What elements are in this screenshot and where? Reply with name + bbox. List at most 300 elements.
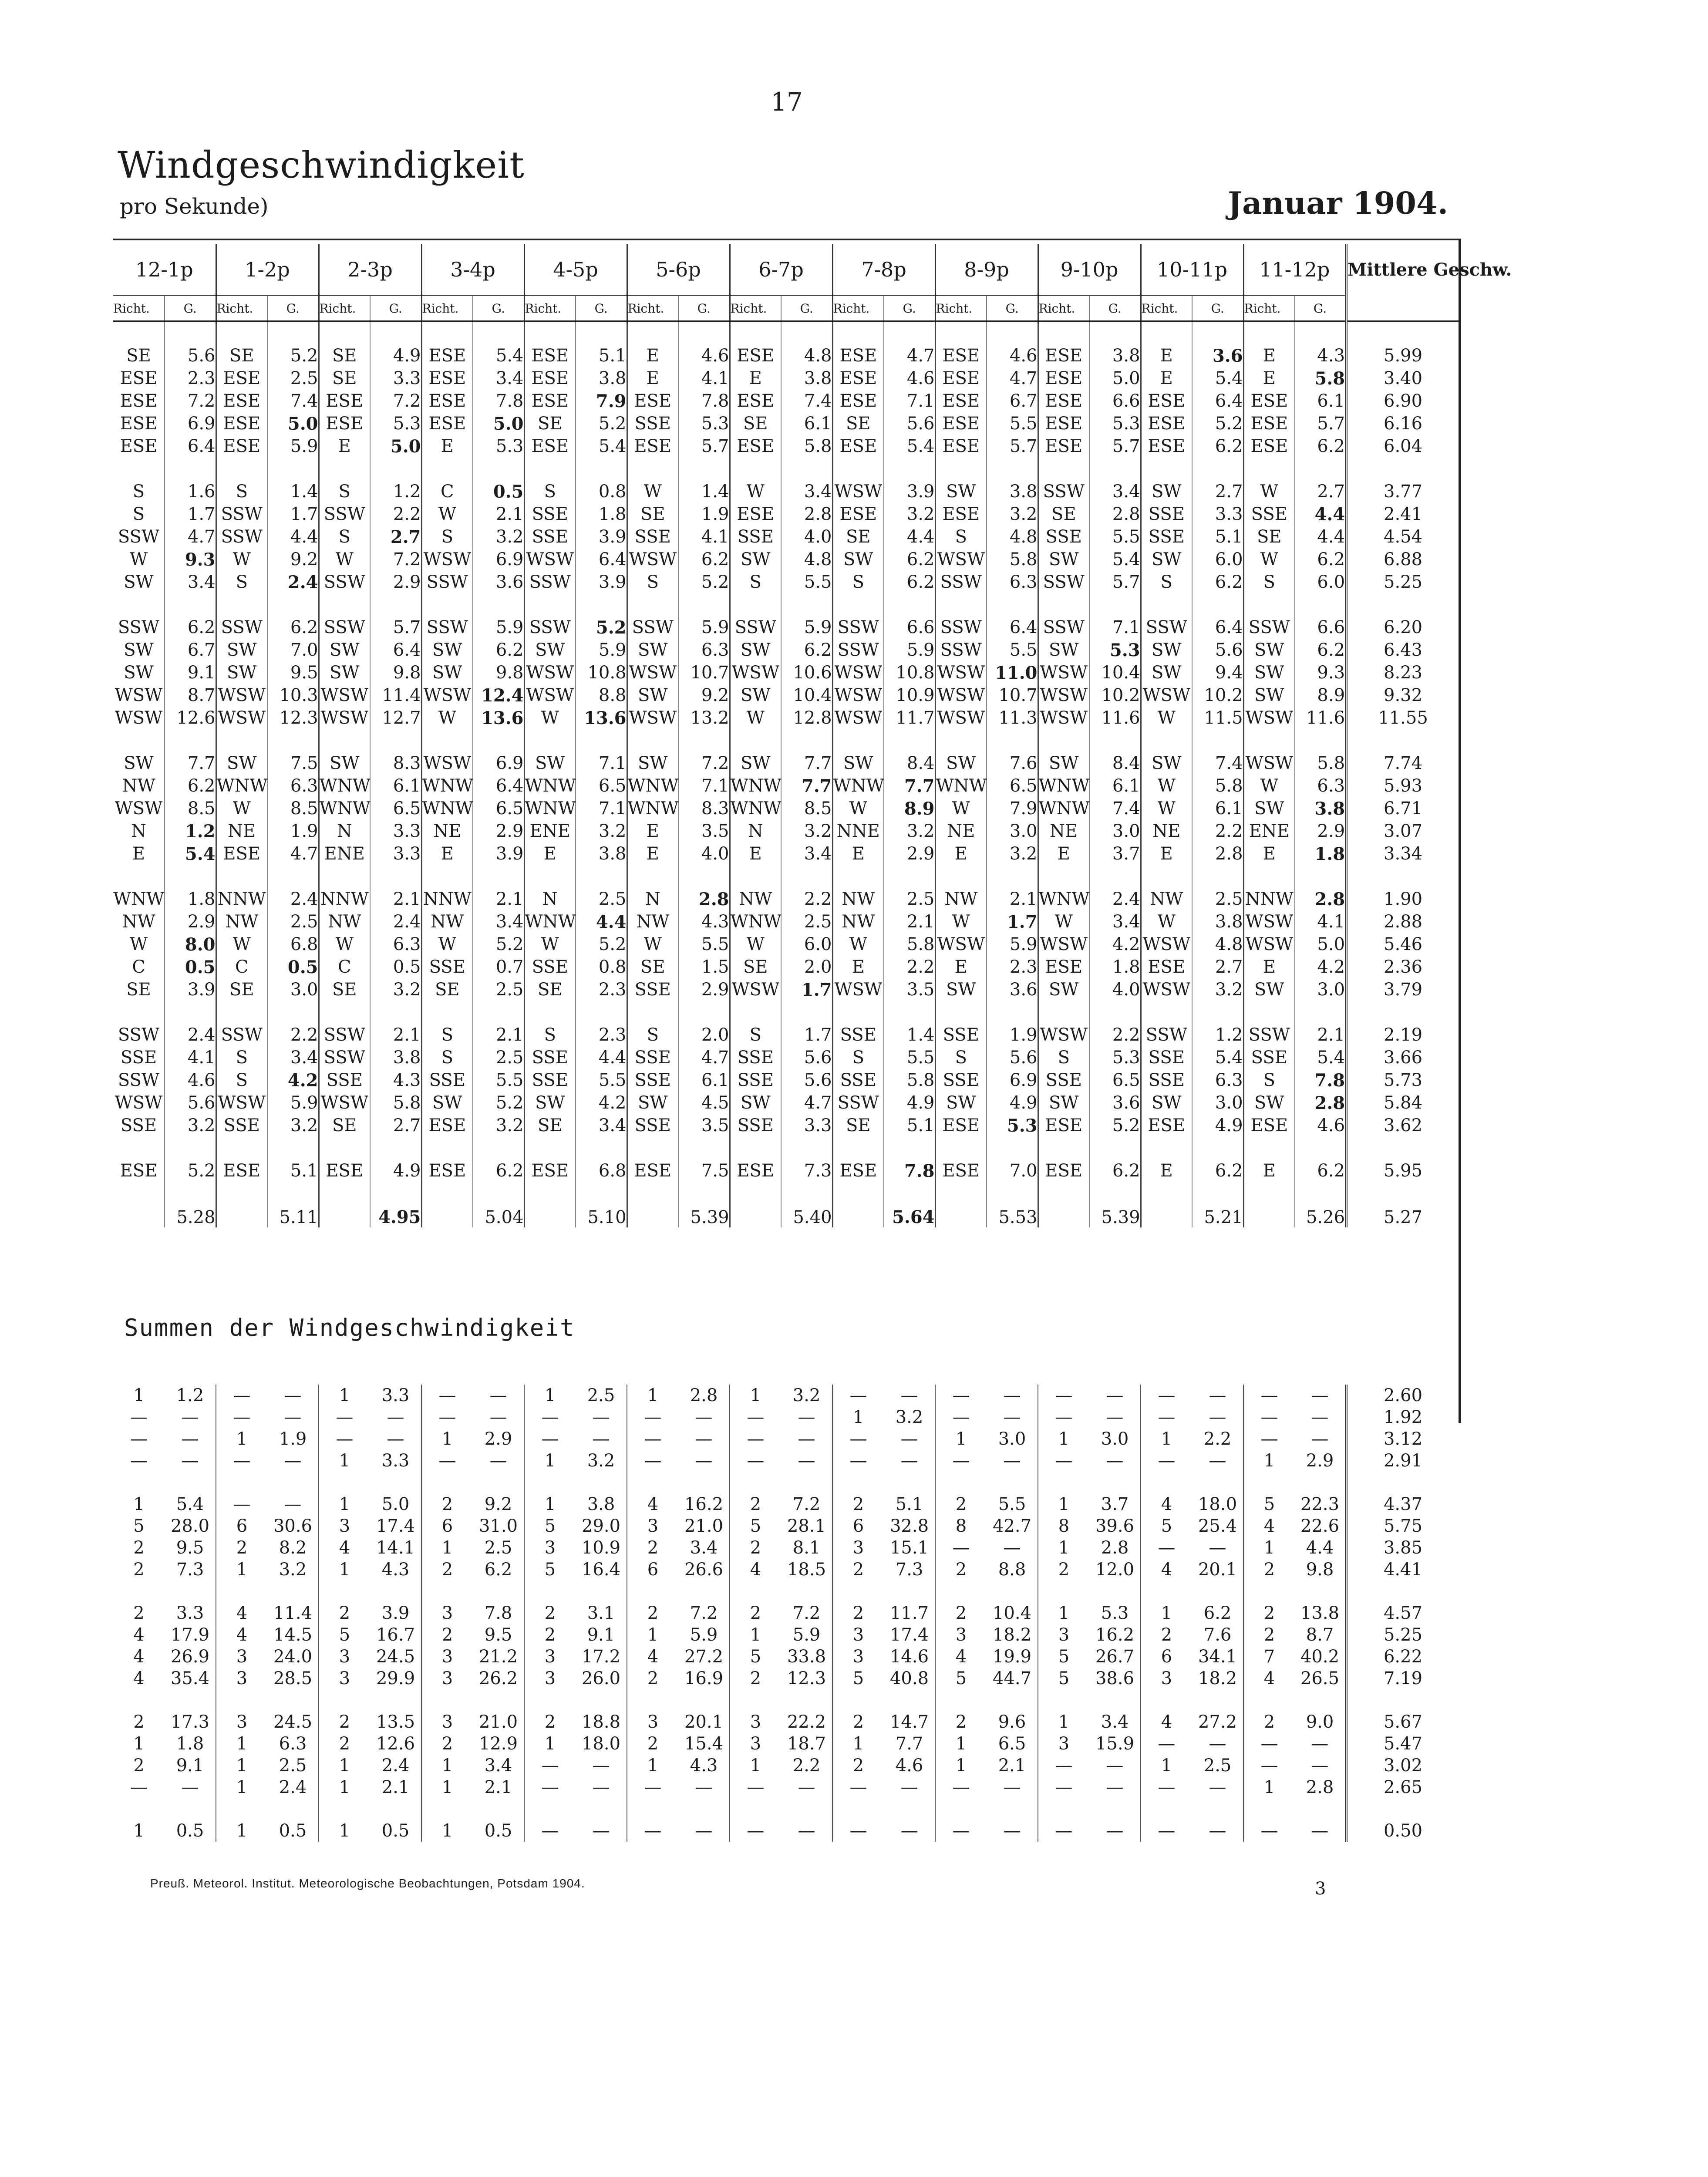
count-cell: 2 <box>730 1493 781 1515</box>
speed-cell: 4.1 <box>1295 910 1346 933</box>
direction-cell: ESE <box>935 435 987 458</box>
hour-header: 7-8p <box>832 244 935 296</box>
speed-cell: 2.5 <box>884 888 935 910</box>
direction-cell: C <box>132 957 145 977</box>
direction-cell: SSW <box>832 639 884 661</box>
direction-cell: ESE <box>935 1114 987 1137</box>
direction-cell: WSW <box>421 548 473 571</box>
direction-cell: W <box>1141 775 1192 797</box>
speed-cell: 3.8 <box>576 842 627 865</box>
count-cell: 5 <box>319 1624 370 1646</box>
spacer-row <box>113 1001 1459 1024</box>
count-cell: 6 <box>627 1559 678 1581</box>
direction-cell: SW <box>730 639 781 661</box>
sums-row <box>113 1428 1459 1450</box>
direction-cell: WNW <box>1038 797 1089 820</box>
spacer-cell <box>730 1205 781 1227</box>
direction-cell: C <box>216 956 267 978</box>
sum-cell: 7.7 <box>895 1734 923 1754</box>
speed-cell: 6.2 <box>884 548 935 571</box>
count-cell: 2 <box>832 1493 884 1515</box>
sum-cell: — <box>181 1451 199 1471</box>
direction-cell: NE <box>1141 820 1192 842</box>
direction-cell: NW <box>935 888 987 910</box>
speed-cell: 6.2 <box>473 639 524 661</box>
count-cell: 1 <box>1141 1428 1192 1450</box>
speed-cell: 7.6 <box>987 752 1038 775</box>
count-cell: 4 <box>1141 1493 1192 1515</box>
sum-cell: 2.8 <box>690 1385 718 1405</box>
direction-cell: SW <box>216 661 267 684</box>
sum-cell: 16.2 <box>1095 1625 1135 1645</box>
direction-cell: WNW <box>627 797 678 820</box>
direction-subheader: Richt. <box>421 296 473 321</box>
direction-cell: SE <box>216 978 267 1001</box>
sum-cell: 33.8 <box>787 1647 826 1667</box>
sum-cell: — <box>489 1385 507 1405</box>
sum-cell: 15.1 <box>889 1538 929 1558</box>
speed-cell: 2.4 <box>370 910 421 933</box>
direction-cell: E <box>627 842 678 865</box>
direction-cell: ESE <box>120 368 158 388</box>
count-cell: 4 <box>133 1668 145 1688</box>
sum-cell: 2.1 <box>381 1777 410 1797</box>
speed-cell: 2.1 <box>473 503 524 526</box>
table-row <box>113 639 1459 661</box>
count-cell: — <box>130 1429 148 1449</box>
sums-mean-cell: 6.22 <box>1346 1646 1459 1668</box>
speed-cell: 4.4 <box>267 526 319 548</box>
direction-cell: SSW <box>1243 616 1295 639</box>
hourly-mean-cell: 5.39 <box>1089 1205 1141 1227</box>
speed-cell: 5.7 <box>1089 435 1141 458</box>
speed-cell: 2.3 <box>165 367 216 390</box>
direction-cell: SW <box>935 1092 987 1114</box>
sum-cell: 5.9 <box>792 1625 821 1645</box>
speed-cell: 5.6 <box>987 1046 1038 1069</box>
sum-cell: 12.6 <box>376 1734 415 1754</box>
direction-cell: SW <box>524 1092 576 1114</box>
speed-cell: 4.2 <box>1089 933 1141 956</box>
direction-cell: WSW <box>216 1092 267 1114</box>
speed-cell: 8.7 <box>165 684 216 707</box>
direction-cell: WNW <box>421 797 473 820</box>
direction-cell: N <box>131 821 146 841</box>
direction-cell: SSE <box>832 1024 884 1046</box>
speed-cell: 4.4 <box>1295 503 1346 526</box>
sum-cell: — <box>1209 1385 1226 1405</box>
direction-cell: W <box>832 797 884 820</box>
sums-mean-cell: 2.60 <box>1346 1385 1459 1406</box>
sum-cell: 12.0 <box>1095 1560 1135 1580</box>
mean-speed-cell: 3.66 <box>1346 1046 1459 1069</box>
direction-cell: WNW <box>216 775 267 797</box>
direction-cell: ESE <box>1243 390 1295 412</box>
direction-cell: W <box>627 480 678 503</box>
direction-cell: ESE <box>1141 412 1192 435</box>
speed-cell: 7.0 <box>987 1159 1038 1182</box>
direction-cell: WNW <box>935 775 987 797</box>
sum-cell: 18.0 <box>581 1734 621 1754</box>
speed-subheader: G. <box>473 296 524 321</box>
sum-cell: 2.1 <box>484 1777 512 1797</box>
sum-cell: 2.2 <box>792 1756 821 1776</box>
table-row <box>113 1046 1459 1069</box>
direction-cell: ESE <box>832 435 884 458</box>
count-cell: — <box>1038 1385 1089 1406</box>
count-cell: 5 <box>1141 1515 1192 1537</box>
count-cell: 1 <box>1243 1776 1295 1798</box>
sum-cell: 2.9 <box>1306 1451 1334 1471</box>
direction-cell: NNW <box>216 888 267 910</box>
count-cell: — <box>524 1755 576 1776</box>
count-cell: 3 <box>524 1668 576 1689</box>
speed-cell: 4.6 <box>884 367 935 390</box>
direction-cell: SW <box>319 661 370 684</box>
count-cell: — <box>1141 1537 1192 1559</box>
count-cell: 2 <box>319 1602 370 1624</box>
sums-row <box>113 1515 1459 1537</box>
sum-cell: 15.4 <box>684 1734 724 1754</box>
speed-cell: 6.2 <box>165 616 216 639</box>
direction-cell: WSW <box>1243 707 1295 729</box>
count-cell: — <box>730 1776 781 1798</box>
direction-cell: WSW <box>935 933 987 956</box>
direction-cell: ESE <box>935 412 987 435</box>
direction-subheader: Richt. <box>1038 296 1089 321</box>
direction-cell: E <box>421 435 473 458</box>
speed-cell: 2.7 <box>1295 480 1346 503</box>
count-cell: 1 <box>216 1428 267 1450</box>
direction-subheader: Richt. <box>1141 296 1192 321</box>
direction-cell: ESE <box>1038 367 1089 390</box>
sum-cell: 3.3 <box>381 1451 410 1471</box>
count-cell: 1 <box>1038 1428 1089 1450</box>
direction-cell: SSW <box>935 571 987 593</box>
count-cell: 8 <box>1038 1515 1089 1537</box>
speed-cell: 11.6 <box>1089 707 1141 729</box>
count-cell: 1 <box>216 1776 267 1798</box>
sums-mean-cell: 4.37 <box>1346 1493 1459 1515</box>
sum-cell: — <box>284 1385 302 1405</box>
direction-cell: SSW <box>935 616 987 639</box>
count-cell: — <box>1141 1820 1192 1842</box>
speed-cell: 1.8 <box>576 503 627 526</box>
sum-cell: 26.5 <box>1300 1668 1340 1688</box>
spacer-cell <box>627 1205 678 1227</box>
speed-cell: 4.9 <box>884 1092 935 1114</box>
count-cell: 1 <box>935 1755 987 1776</box>
table-row <box>113 933 1459 956</box>
sums-row <box>113 1537 1459 1559</box>
speed-cell: 6.7 <box>987 390 1038 412</box>
count-cell: — <box>216 1385 267 1406</box>
direction-cell: SSW <box>118 1025 160 1045</box>
count-cell: 2 <box>319 1733 370 1755</box>
speed-cell: 5.5 <box>987 412 1038 435</box>
speed-cell: 6.3 <box>1192 1069 1243 1092</box>
count-cell: 3 <box>730 1711 781 1733</box>
direction-cell: ESE <box>421 1159 473 1182</box>
speed-cell: 5.3 <box>1089 1046 1141 1069</box>
speed-cell: 8.9 <box>1295 684 1346 707</box>
speed-cell: 4.1 <box>165 1046 216 1069</box>
direction-cell: W <box>1141 910 1192 933</box>
count-cell: — <box>1038 1450 1089 1472</box>
direction-cell: ESE <box>1141 390 1192 412</box>
count-cell: 5 <box>832 1668 884 1689</box>
speed-cell: 3.4 <box>781 480 832 503</box>
direction-cell: SSW <box>1038 480 1089 503</box>
speed-cell: 1.7 <box>165 503 216 526</box>
wind-speed-table <box>113 244 1512 1227</box>
speed-cell: 2.5 <box>576 888 627 910</box>
speed-cell: 2.1 <box>1295 1024 1346 1046</box>
direction-cell: ESE <box>216 435 267 458</box>
count-cell: — <box>730 1820 781 1842</box>
speed-cell: 10.7 <box>987 684 1038 707</box>
spacer-row <box>113 1182 1459 1205</box>
count-cell: 2 <box>935 1493 987 1515</box>
speed-cell: 6.2 <box>267 616 319 639</box>
sum-cell: 18.2 <box>1198 1668 1237 1688</box>
count-cell: 2 <box>421 1733 473 1755</box>
mean-speed-cell: 3.79 <box>1346 978 1459 1001</box>
direction-cell: WSW <box>1243 933 1295 956</box>
sum-cell: 26.7 <box>1095 1647 1135 1667</box>
speed-cell: 5.6 <box>165 344 216 367</box>
sum-cell: 3.2 <box>792 1385 821 1405</box>
speed-cell: 3.2 <box>1192 978 1243 1001</box>
count-cell: 5 <box>730 1646 781 1668</box>
speed-cell: 6.6 <box>884 616 935 639</box>
direction-cell: SSW <box>319 1046 370 1069</box>
sum-cell: — <box>695 1407 713 1427</box>
direction-cell: ESE <box>120 1161 158 1181</box>
speed-subheader: G. <box>267 296 319 321</box>
speed-cell: 4.2 <box>1295 956 1346 978</box>
sum-cell: 21.0 <box>684 1516 724 1536</box>
direction-cell: SSW <box>524 616 576 639</box>
speed-cell: 5.5 <box>987 639 1038 661</box>
direction-cell: SE <box>524 978 576 1001</box>
sum-cell: 1.8 <box>176 1734 204 1754</box>
sum-cell: 28.0 <box>170 1516 210 1536</box>
speed-cell: 10.4 <box>781 684 832 707</box>
speed-cell: 6.9 <box>165 412 216 435</box>
sheet-number: 3 <box>1315 1879 1326 1899</box>
count-cell: — <box>421 1385 473 1406</box>
speed-cell: 7.2 <box>370 548 421 571</box>
speed-cell: 5.2 <box>1089 1114 1141 1137</box>
speed-cell: 3.8 <box>1089 344 1141 367</box>
count-cell: 4 <box>1243 1668 1295 1689</box>
sums-row <box>113 1559 1459 1581</box>
direction-cell: SW <box>627 1092 678 1114</box>
speed-cell: 5.1 <box>576 344 627 367</box>
sum-cell: 2.8 <box>1306 1777 1334 1797</box>
speed-cell: 2.5 <box>473 978 524 1001</box>
direction-cell: WSW <box>832 480 884 503</box>
sum-cell: 26.0 <box>581 1668 621 1688</box>
sum-cell: 9.5 <box>176 1538 204 1558</box>
sum-cell: 3.4 <box>484 1756 512 1776</box>
spacer-row <box>113 729 1459 752</box>
sums-mean-cell: 3.02 <box>1346 1755 1459 1776</box>
speed-cell: 5.9 <box>781 616 832 639</box>
speed-cell: 5.6 <box>165 1092 216 1114</box>
mean-speed-cell: 5.84 <box>1346 1092 1459 1114</box>
direction-cell: SSE <box>627 978 678 1001</box>
speed-cell: 3.5 <box>678 1114 730 1137</box>
speed-cell: 4.4 <box>576 1046 627 1069</box>
direction-cell: WSW <box>1141 978 1192 1001</box>
sums-row <box>113 1733 1459 1755</box>
direction-cell: SW <box>1243 684 1295 707</box>
direction-cell: WSW <box>1038 661 1089 684</box>
direction-cell: NW <box>832 910 884 933</box>
direction-cell: SSW <box>319 616 370 639</box>
sum-cell: 3.1 <box>587 1603 615 1623</box>
speed-cell: 6.3 <box>267 775 319 797</box>
table-row <box>113 344 1459 367</box>
count-cell: 1 <box>935 1733 987 1755</box>
count-cell: 1 <box>319 1755 370 1776</box>
sum-cell: — <box>592 1756 610 1776</box>
speed-cell: 6.0 <box>1192 548 1243 571</box>
speed-cell: 4.1 <box>678 367 730 390</box>
direction-cell: WSW <box>524 684 576 707</box>
speed-cell: 5.2 <box>267 344 319 367</box>
speed-cell: 7.2 <box>370 390 421 412</box>
direction-cell: SW <box>1038 1092 1089 1114</box>
count-cell: 5 <box>1243 1493 1295 1515</box>
sum-cell: 8.8 <box>998 1560 1026 1580</box>
count-cell: 5 <box>935 1668 987 1689</box>
count-cell: — <box>1243 1820 1295 1842</box>
direction-cell: SW <box>1038 752 1089 775</box>
speed-cell: 4.5 <box>678 1092 730 1114</box>
sum-cell: 40.2 <box>1300 1647 1340 1667</box>
speed-cell: 1.2 <box>1192 1024 1243 1046</box>
direction-cell: NW <box>730 888 781 910</box>
table-row <box>113 910 1459 933</box>
speed-cell: 2.9 <box>473 820 524 842</box>
count-cell: — <box>1243 1733 1295 1755</box>
speed-cell: 11.5 <box>1192 707 1243 729</box>
sum-cell: 3.2 <box>895 1407 923 1427</box>
sum-cell: 2.9 <box>484 1429 512 1449</box>
count-cell: 1 <box>216 1755 267 1776</box>
sum-cell: 20.1 <box>684 1712 724 1732</box>
sum-cell: 6.3 <box>279 1734 307 1754</box>
direction-cell: S <box>421 1046 473 1069</box>
count-cell: 2 <box>524 1624 576 1646</box>
direction-cell: SW <box>1141 661 1192 684</box>
count-cell: 2 <box>1243 1711 1295 1733</box>
speed-cell: 5.4 <box>576 435 627 458</box>
count-cell: — <box>935 1776 987 1798</box>
speed-cell: 6.3 <box>370 933 421 956</box>
sum-cell: 24.5 <box>273 1712 313 1732</box>
count-cell: 2 <box>627 1733 678 1755</box>
direction-cell: WSW <box>1243 752 1295 775</box>
speed-cell: 4.6 <box>165 1069 216 1092</box>
direction-cell: ESE <box>935 390 987 412</box>
mean-speed-cell: 6.71 <box>1346 797 1459 820</box>
speed-cell: 5.9 <box>473 616 524 639</box>
hourly-mean-cell: 5.28 <box>165 1205 216 1227</box>
speed-cell: 6.5 <box>370 797 421 820</box>
count-cell: — <box>832 1428 884 1450</box>
direction-cell: SE <box>319 978 370 1001</box>
direction-cell: E <box>1243 1159 1295 1182</box>
direction-cell: ENE <box>524 820 576 842</box>
count-cell: — <box>730 1406 781 1428</box>
count-cell: 4 <box>627 1646 678 1668</box>
count-cell: — <box>1038 1820 1089 1842</box>
speed-cell: 5.8 <box>987 548 1038 571</box>
speed-cell: 11.3 <box>987 707 1038 729</box>
direction-cell: SW <box>832 548 884 571</box>
mean-speed-cell: 6.04 <box>1346 435 1459 458</box>
sum-cell: 14.5 <box>273 1625 313 1645</box>
count-cell: — <box>627 1428 678 1450</box>
count-cell: — <box>1243 1406 1295 1428</box>
direction-cell: SSW <box>319 571 370 593</box>
speed-cell: 2.8 <box>678 888 730 910</box>
speed-cell: 10.6 <box>781 661 832 684</box>
direction-cell: SE <box>832 1114 884 1137</box>
sum-cell: 3.3 <box>176 1603 204 1623</box>
speed-cell: 8.5 <box>267 797 319 820</box>
speed-cell: 3.2 <box>576 820 627 842</box>
direction-cell: W <box>1141 797 1192 820</box>
direction-cell: W <box>319 548 370 571</box>
speed-cell: 6.1 <box>1295 390 1346 412</box>
table-row <box>113 684 1459 707</box>
speed-subheader: G. <box>678 296 730 321</box>
count-cell: 3 <box>627 1515 678 1537</box>
speed-cell: 6.4 <box>473 775 524 797</box>
direction-cell: WNW <box>627 775 678 797</box>
sum-cell: 28.5 <box>273 1668 313 1688</box>
speed-cell: 3.2 <box>781 820 832 842</box>
mean-speed-cell: 2.19 <box>1346 1024 1459 1046</box>
direction-cell: SSE <box>832 1069 884 1092</box>
speed-subheader: G. <box>576 296 627 321</box>
sum-cell: — <box>1311 1821 1329 1841</box>
footer-credit: Preuß. Meteorol. Institut. Meteorologische Beobachtungen, Potsdam 1904. <box>150 1877 585 1890</box>
direction-cell: NE <box>216 820 267 842</box>
direction-cell: W <box>1038 910 1089 933</box>
count-cell: 1 <box>730 1755 781 1776</box>
direction-cell: SE <box>319 1114 370 1137</box>
sum-cell: 3.0 <box>1101 1429 1129 1449</box>
speed-cell: 6.2 <box>1192 1159 1243 1182</box>
sums-mean-cell: 5.67 <box>1346 1711 1459 1733</box>
speed-cell: 3.3 <box>370 842 421 865</box>
speed-cell: 1.4 <box>678 480 730 503</box>
sum-cell: 2.5 <box>1203 1756 1232 1776</box>
direction-cell: N <box>627 888 678 910</box>
speed-cell: 7.8 <box>473 390 524 412</box>
table-row <box>113 548 1459 571</box>
speed-cell: 10.8 <box>884 661 935 684</box>
sum-cell: 19.9 <box>992 1647 1032 1667</box>
speed-cell: 3.3 <box>370 367 421 390</box>
sum-cell: 2.2 <box>1203 1429 1232 1449</box>
